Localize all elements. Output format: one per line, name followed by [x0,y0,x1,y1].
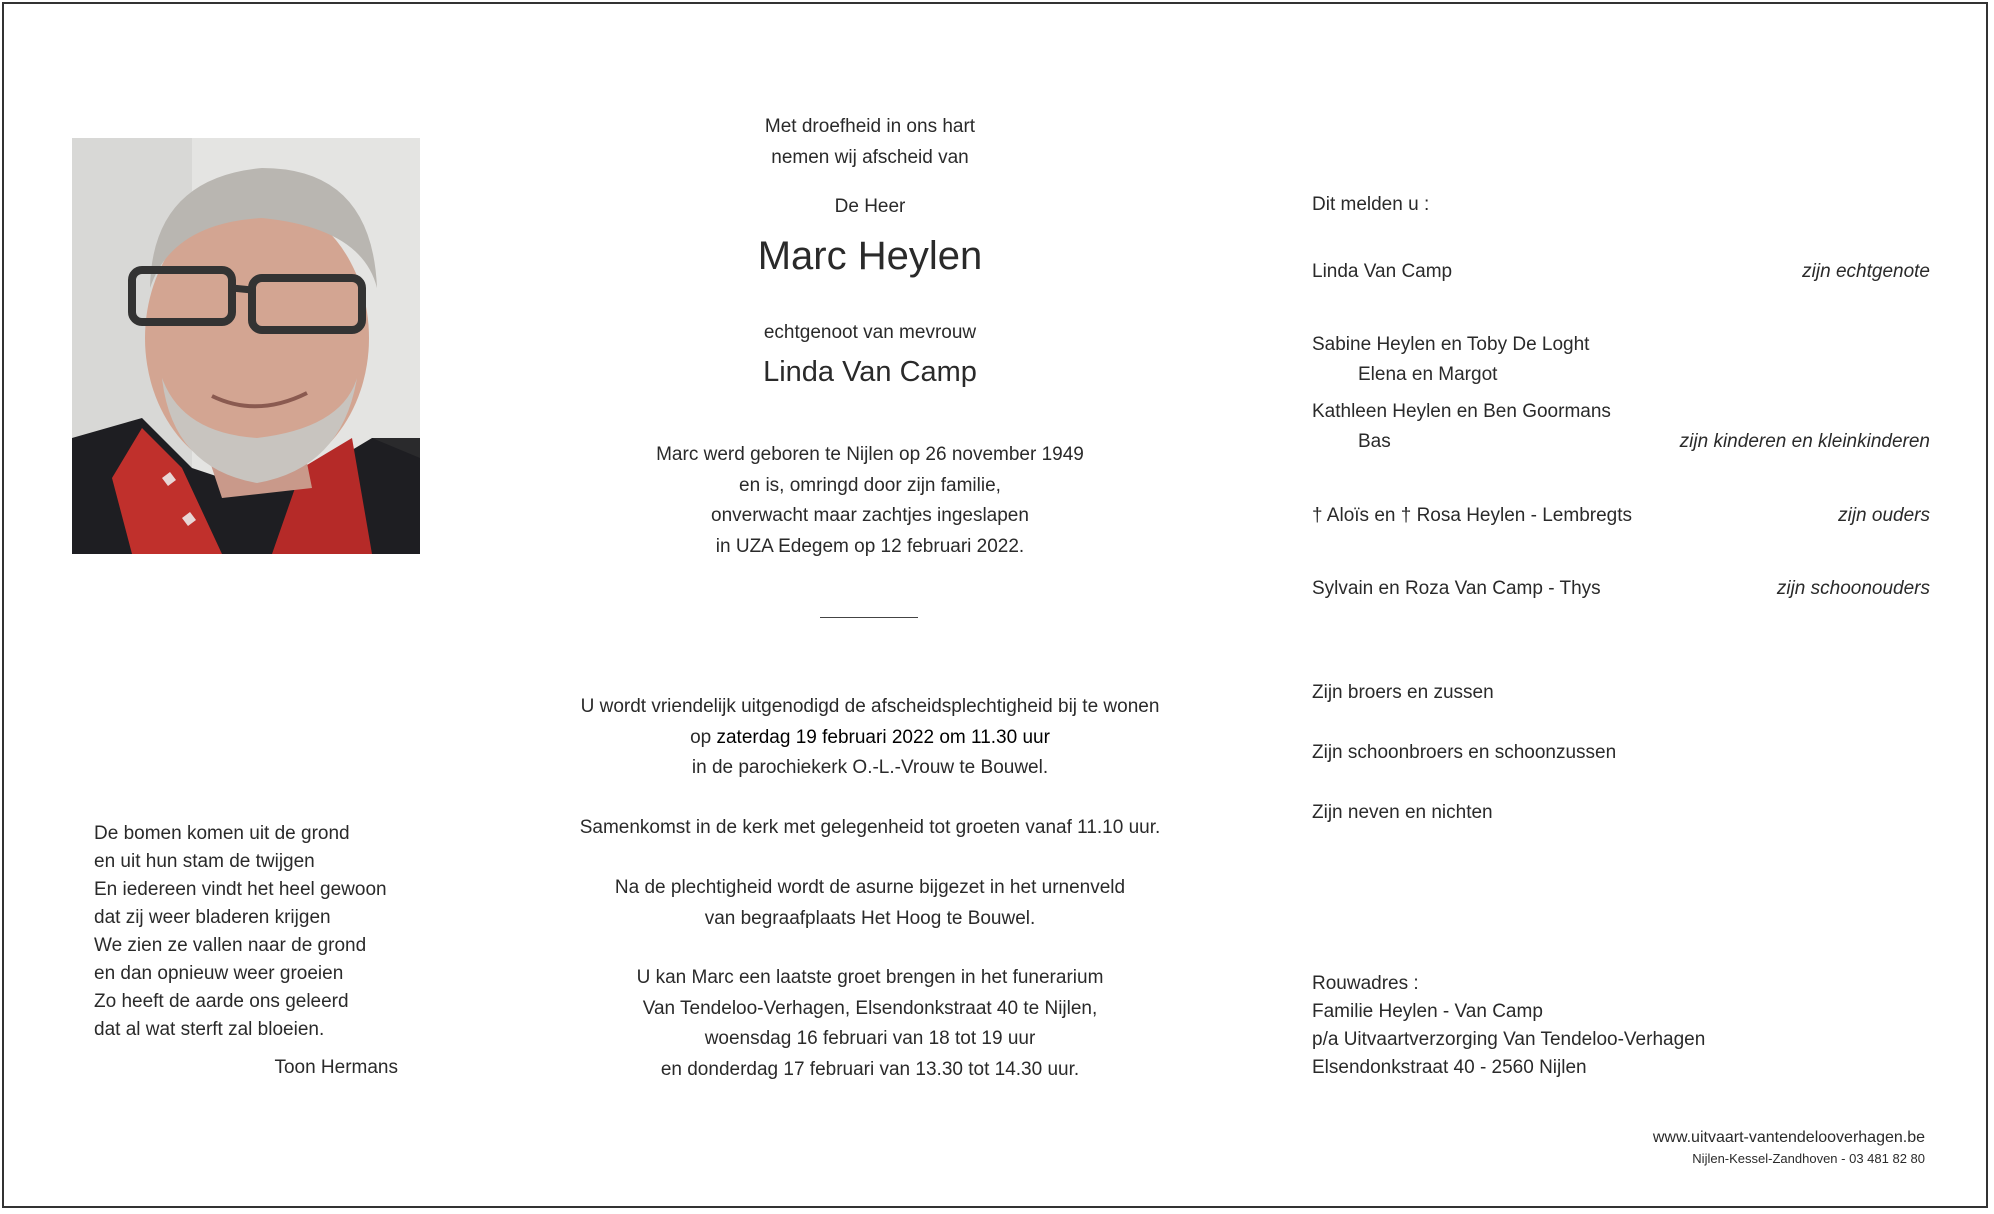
address-line: p/a Uitvaartverzorging Van Tendeloo-Verhagen [1312,1029,1706,1050]
bio-line: Marc werd geboren te Nijlen op 26 november 1949 [656,444,1084,465]
poem-line: dat zij weer bladeren krijgen [94,907,331,928]
ceremony-date: zaterdag 19 februari 2022 om 11.30 uur [716,726,1050,748]
family-name: Sylvain en Roza Van Camp - Thys [1312,578,1601,599]
bio-line: in UZA Edegem op 12 februari 2022. [715,535,1025,557]
poem-line: dat al wat sterft zal bloeien. [94,1019,325,1040]
family-role: zijn echtgenote [1802,261,1930,282]
honorific: De Heer [834,196,906,217]
children-block [1312,397,1930,427]
bio-line: en is, omringd door zijn familie, [739,474,1001,496]
intro-line: nemen wij afscheid van [771,146,969,168]
funerarium-text [520,963,1220,1085]
funerarium-line: Van Tendeloo-Verhagen, Elsendonkstraat 40 te Nijlen, [642,997,1098,1019]
family-parents-row [1312,501,1930,531]
address-line: Elsendonkstraat 40 - 2560 Nijlen [1312,1057,1587,1078]
family-name: Kathleen Heylen en Ben Goormans [1312,401,1611,422]
funerarium-line: woensdag 16 februari van 18 tot 19 uur [704,1028,1036,1049]
bio-text [520,440,1220,562]
invite-line: op zaterdag 19 februari 2022 om 11.30 uur [690,726,1050,748]
family-name: Sabine Heylen en Toby De Loght [1312,334,1590,355]
siblings-line: Zijn broers en zussen [1312,682,1494,703]
family-role: zijn kinderen en kleinkinderen [1679,431,1930,452]
footer-url[interactable]: www.uitvaart-vantendelooverhagen.be [1652,1129,1925,1146]
poem-author: Toon Hermans [274,1057,398,1078]
invite-line: in de parochiekerk O.-L.-Vrouw te Bouwel. [691,757,1049,778]
gathering-text: Samenkomst in de kerk met gelegenheid tot groeten vanaf 11.10 uur. [579,817,1161,838]
children-block [1312,330,1930,390]
family-spouse-row [1312,257,1930,287]
footer [1653,1127,1925,1169]
mourning-address [1312,970,1930,1082]
poem-line: Zo heeft de aarde ons geleerd [94,991,349,1012]
family-grandchildren: Bas [1358,431,1391,452]
footer-contact: Nijlen-Kessel-Zandhoven - 03 481 82 80 [1692,1151,1925,1166]
funerarium-line: U kan Marc een laatste groet brengen in het funerarium [636,967,1104,988]
family-children-row [1312,427,1930,457]
invite-line: U wordt vriendelijk uitgenodigd de afscheidsplechtigheid bij te wonen [580,696,1160,717]
deceased-name: Marc Heylen [757,234,983,278]
urn-line: van begraafplaats Het Hoog te Bouwel. [704,907,1036,929]
poem [94,820,424,1082]
poem-line: We zien ze vallen naar de grond [94,935,367,956]
family-name: Linda Van Camp [1312,261,1453,282]
family-heading: Dit melden u : [1312,194,1430,215]
spouse-intro: echtgenoot van mevrouw [763,322,977,343]
intro-text [520,112,1220,173]
urn-text [520,873,1220,934]
family-name: † Aloïs en † Rosa Heylen - Lembregts [1312,505,1633,526]
family-inlaws-row [1312,574,1930,604]
portrait-photo [72,138,420,554]
family-role: zijn ouders [1838,505,1930,526]
address-label: Rouwadres : [1312,973,1419,994]
siblings-line: Zijn neven en nichten [1312,802,1493,823]
separator-line [820,617,918,618]
funerarium-line: en donderdag 17 februari van 13.30 tot 14.30 uur. [660,1058,1080,1080]
family-grandchildren: Elena en Margot [1358,364,1498,385]
urn-line: Na de plechtigheid wordt de asurne bijgezet in het urnenveld [614,877,1126,898]
poem-line: De bomen komen uit de grond [94,823,350,844]
poem-line: en dan opnieuw weer groeien [94,963,344,984]
spouse-name: Linda Van Camp [763,356,977,388]
address-line: Familie Heylen - Van Camp [1312,1001,1543,1022]
siblings-line: Zijn schoonbroers en schoonzussen [1312,742,1617,763]
invitation-text [520,692,1220,784]
poem-line: En iedereen vindt het heel gewoon [94,879,387,900]
intro-line: Met droefheid in ons hart [764,116,976,137]
poem-line: en uit hun stam de twijgen [94,851,315,872]
family-role: zijn schoonouders [1776,578,1930,599]
bio-line: onverwacht maar zachtjes ingeslapen [711,505,1029,526]
